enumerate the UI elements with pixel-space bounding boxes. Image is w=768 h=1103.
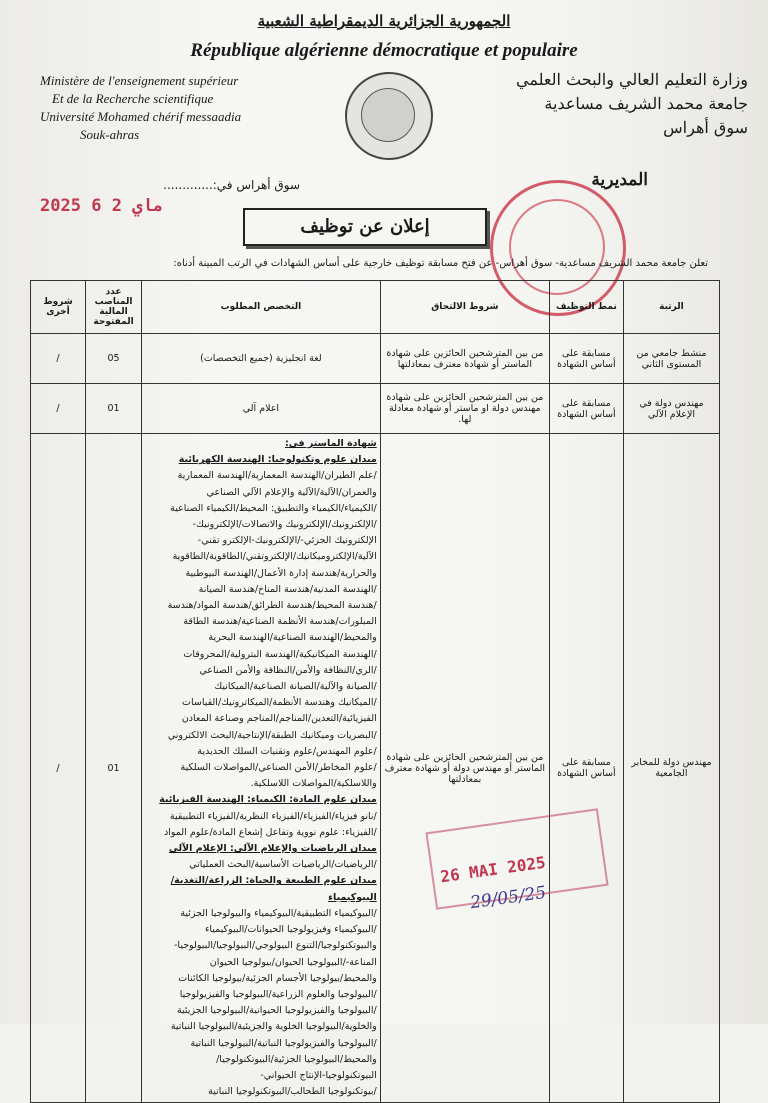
table-row — [31, 434, 720, 1103]
specialty-line: /الميكانيك وهندسة الأنظمة/الميكاترونيك/القياسات — [182, 697, 377, 709]
specialty-line: /الكيمياء/الكيمياء والتطبيق: المحيط/الكيمياء الصناعية — [170, 502, 377, 514]
other-cell: / — [31, 384, 86, 434]
mode-cell: مسابقة على أساس الشهادة — [549, 384, 623, 434]
specialty-line: /الري/النظافة والأمن/النظافة والأمن الصناعي — [199, 664, 377, 676]
table-row — [31, 384, 720, 434]
specialty-line: والبيوتكنولوجيا/التنوع البيولوجي/البيولوجيا/البيولوجيا- — [174, 940, 377, 952]
university-line-ar: جامعة محمد الشريف مساعدية — [544, 94, 748, 113]
conditions-cell: من بين المترشحين الحائزين على شهادة مهندس دولة او ماستر أو شهادة معادلة لها. — [380, 384, 549, 434]
count-cell: 01 — [86, 384, 142, 434]
ministry-line-ar: وزارة التعليم العالي والبحث العلمي — [516, 70, 748, 89]
republic-title-ar: الجمهورية الجزائرية الديمقراطية الشعبية — [257, 12, 511, 30]
specialty-line: /الهندسة الميكانيكية/الهندسة البترولية/المحروقات — [183, 648, 377, 660]
specialty-line: والمحيط/بيولوجيا الأجسام الجزئية/بيولوجيا الكائنات — [178, 972, 377, 984]
specialty-cell: اعلام آلي — [142, 384, 381, 434]
ministry-line: Ministère de l'enseignement supérieur — [40, 73, 239, 88]
count-cell: 01 — [86, 434, 142, 1103]
specialty-line: والعمران/الآلية/الآلية والإعلام الآلي الصناعي — [206, 486, 377, 498]
specialty-line: والمحيط/البيولوجيا الجزئية/البيوتكنولوجيا/ — [216, 1053, 377, 1065]
col-count: عدد المناصب المالية المفتوحة — [86, 281, 142, 334]
specialty-line: /علم الطيران/الهندسة المعمارية/الهندسة المعمارية — [177, 470, 377, 482]
specialty-line: /الفيزياء: علوم نووية وتفاعل إشعاع المادة/علوم المواد — [164, 826, 377, 838]
intro-text: تعلن جامعة محمد الشريف مساعدية- سوق أهراس- عن فتح مسابقة توظيف خارجية على أساس الشهادات في الرتب المبينة أدناه: — [173, 258, 708, 269]
specialty-line: /البيولوجيا والعلوم الزراعية/البيولوجيا والفيزيولوجيا — [179, 988, 377, 1000]
specialty-line: والحرارية/هندسة إدارة الأعمال/الهندسة البيوطبية — [185, 567, 377, 579]
directorate-label: المديرية — [591, 170, 648, 190]
university-line: Université Mohamed chérif messaadia — [40, 109, 242, 124]
university-logo — [345, 72, 433, 160]
city-line: Souk-ahras — [80, 127, 140, 142]
specialty-line: /البيولوجيا والفيزيولوجيا النباتية/البيولوجيا النباتية — [190, 1037, 377, 1049]
specialty-line: المناعة-/البيولوجيا الحيوان/بيولوجيا الحيوان — [209, 956, 377, 968]
received-stamp-date: 26 MAI 2025 — [439, 852, 547, 887]
city-line-ar: سوق أهراس — [663, 118, 748, 137]
table-header-row — [31, 281, 720, 334]
conditions-cell: من بين المترشحين الحائزين على شهادة الماستر أو مهندس دولة أو شهادة معترف بمعادلتها — [380, 434, 549, 1103]
specialty-line: /بيوتكنولوجيا الطحالب/البيوتكنولوجيا النباتية — [208, 1086, 377, 1098]
other-cell: / — [31, 334, 86, 384]
rank-cell: مهندس دولة للمخابر الجامعية — [623, 434, 719, 1103]
specialty-line: /البصريات وميكانيك الطبقة/الإنتاجية/البحث الالكتروني — [167, 729, 377, 741]
table-row — [31, 334, 720, 384]
specialty-line: /الهندسة المدنية/هندسة المناخ/هندسة الصيانة — [198, 583, 377, 595]
specialty-line: /هندسة المحيط/هندسة الطرائق/هندسة المواد/هندسة — [167, 600, 377, 612]
specialty-line: المبلورات/هندسة الأنظمة الصناعية/هندسة الطاقة — [183, 616, 377, 628]
specialty-line: /نانو فيزياء/الفيزياء/الفيزياء النظرية/الفيزياء التطبيقية — [169, 810, 377, 822]
specialty-line: /علوم المهندس/علوم وتقنيات السلك الحديدية — [197, 745, 377, 757]
date-line: سوق أهراس في:............. — [163, 178, 300, 192]
specialty-domain-heading: ميدان الرياضيات والإعلام الآلي: الإعلام الآلي — [168, 843, 377, 855]
specialty-domain-heading: شهادة الماستر في: — [284, 438, 377, 449]
specialty-list-cell — [142, 434, 381, 1103]
specialty-line: /البيولوجيا والفيزيولوجيا الحيوانية/البيولوجيا الجزيئية — [176, 1005, 377, 1017]
specialty-domain-heading: ميدان علوم وتكنولوجيا: الهندسة الكهربائية — [178, 454, 377, 466]
specialty-line: /علوم المخاطر/الأمن الصناعي/المواصلات السلكية — [180, 762, 377, 774]
specialty-cell: لغة انجليزية (جميع التخصصات) — [142, 334, 381, 384]
col-rank: الرتبة — [623, 281, 719, 334]
other-cell: / — [31, 434, 86, 1103]
specialty-line: واللاسلكية/المواصلات اللاسلكية. — [250, 778, 377, 790]
specialty-line: /الرياضيات/الرياضيات الأساسية/البحث العملياتي — [189, 859, 377, 871]
specialty-domain-heading: ميدان علوم الطبيعة والحياة: الزراعة/التغذية/البيوكيمياء — [170, 875, 377, 903]
specialty-line: الفيزيائية/التعدين/المناجم/المناجم وصناعة المعادن — [181, 713, 377, 725]
specialty-line: /الصيانة والآلية/الصيانة الصناعية/الميكانيك — [214, 681, 377, 693]
date-stamp: 2025 ماي 2 6 — [40, 196, 163, 216]
handwritten-date: 29/05/25 — [468, 882, 548, 914]
mode-cell: مسابقة على أساس الشهادة — [549, 334, 623, 384]
col-mode: نمط التوظيف — [549, 281, 623, 334]
ministry-block-ar — [488, 68, 748, 140]
col-conditions: شروط الالتحاق — [380, 281, 549, 334]
positions-table — [30, 280, 720, 1103]
ministry-block-fr — [40, 72, 290, 144]
rank-cell: منشط جامعي من المستوى الثاني — [623, 334, 719, 384]
specialty-domain-heading: ميدان علوم المادة: الكيمياء: الهندسة الفيزيائية — [159, 794, 377, 806]
mode-cell: مسابقة على أساس الشهادة — [549, 434, 623, 1103]
ministry-line: Et de la Recherche scientifique — [52, 91, 214, 106]
count-cell: 05 — [86, 334, 142, 384]
specialty-line: الآلية/الإلكتروميكانيك/الإلكتروتقني/الطاقوية/الطاقوية — [172, 551, 377, 563]
specialty-line: /الإلكترونيك/الإلكترونيك والاتصالات/الإلكترونيك- — [192, 519, 377, 531]
specialty-line: والخلوية/البيولوجيا الخلوية والجزيئية/البيولوجيا النباتية — [170, 1021, 377, 1033]
specialty-line: الإلكترونيك الجزئي-/الإلكترونيك-الإلكترو تقني- — [197, 535, 377, 547]
specialty-line: البيوتكنولوجيا-الإنتاج الحيواني- — [260, 1069, 377, 1081]
specialty-line: /البيوكيمياء التطبيقية/البيوكيمياء والبيولوجيا الجزئية — [180, 907, 377, 919]
col-other: شروط أخرى — [31, 281, 86, 334]
conditions-cell: من بين المترشحين الحائزين على شهادة الماستر أو شهادة معترف بمعادلتها — [380, 334, 549, 384]
specialty-line: والمحيط/الهندسة الصناعية/الهندسة البحرية — [208, 632, 377, 644]
rank-cell: مهندس دولة في الإعلام الآلي — [623, 384, 719, 434]
announcement-title: إعلان عن توظيف — [243, 208, 487, 246]
col-specialty: التخصص المطلوب — [142, 281, 381, 334]
specialty-line: /البيوكيمياء وفيزيولوجيا الحيوانات/البيوكيمياء — [204, 924, 377, 936]
republic-title-fr: République algérienne démocratique et populaire — [190, 40, 578, 61]
